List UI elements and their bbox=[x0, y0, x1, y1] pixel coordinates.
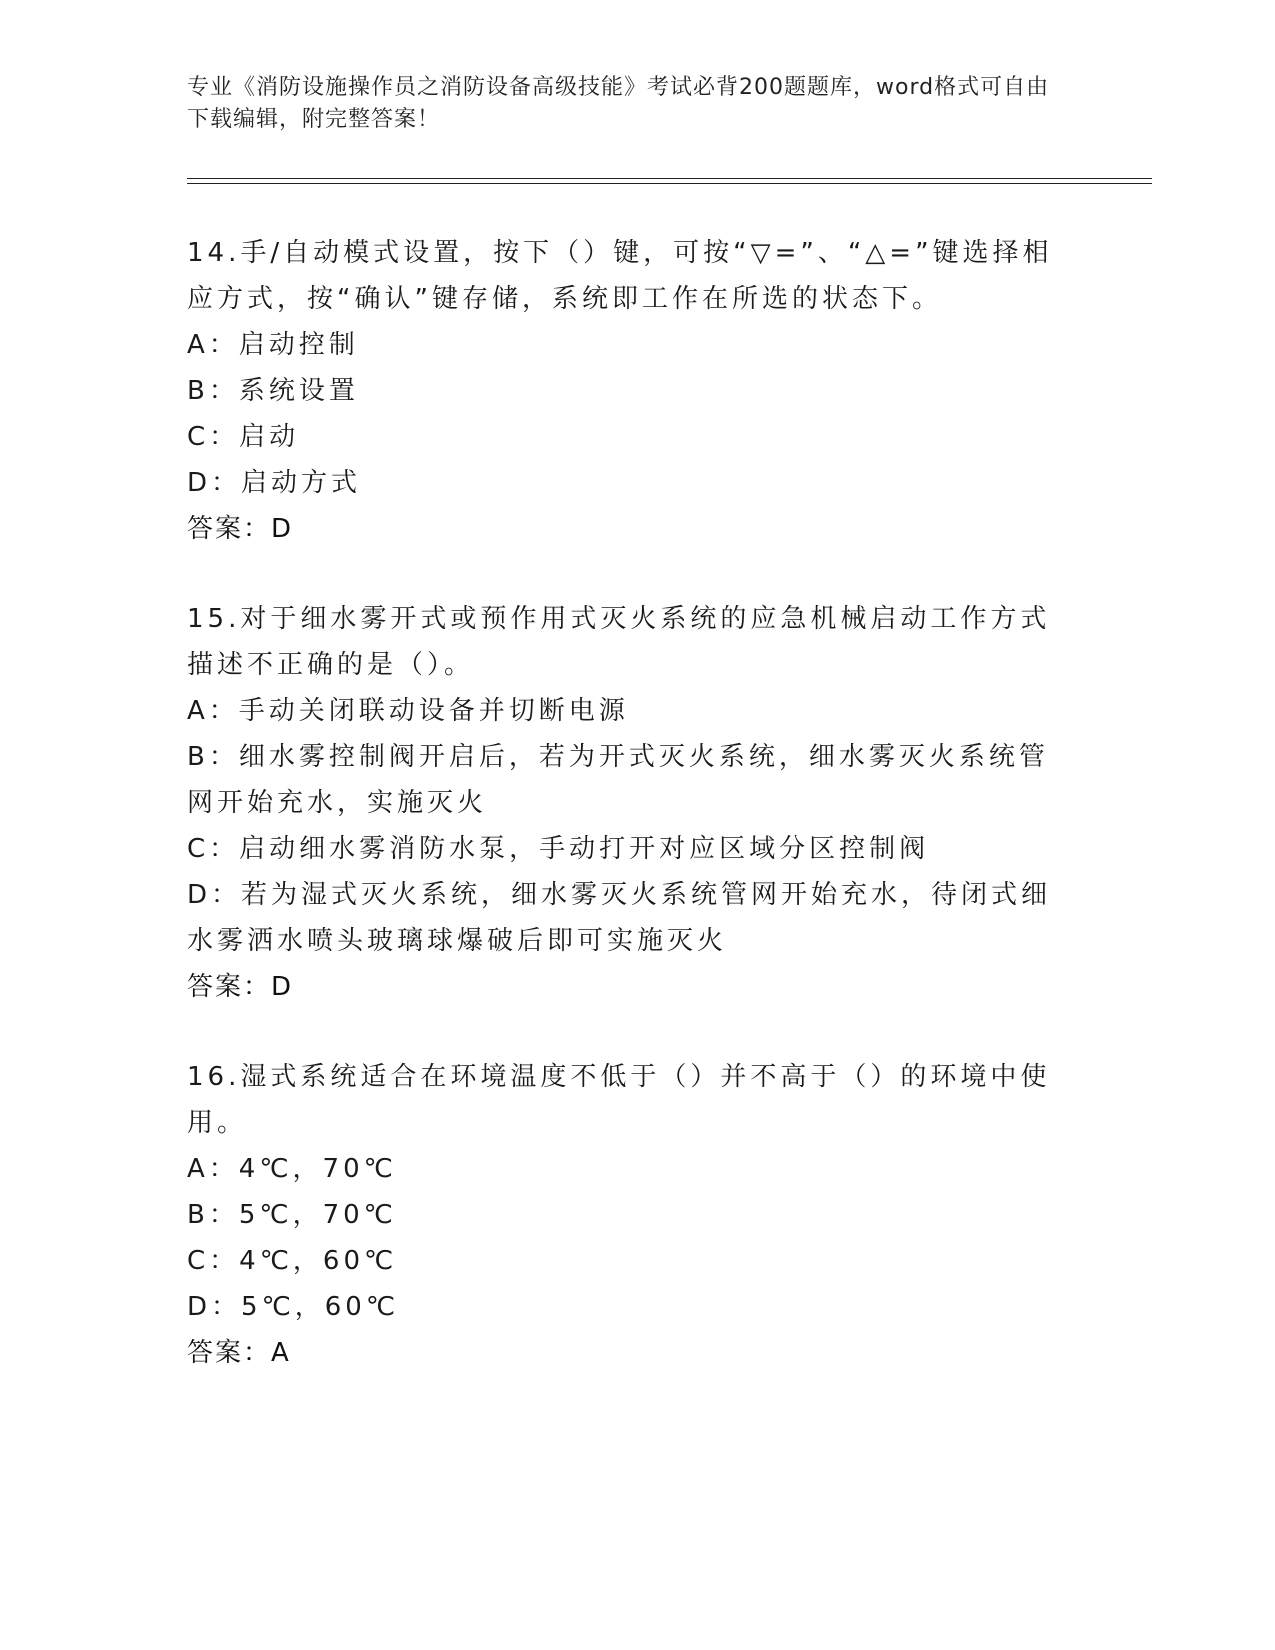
question-stem: 14.手/自动模式设置，按下（）键，可按“▽=”、“△=”键选择相应方式，按“确认”键存储，系统即工作在所选的状态下。 bbox=[187, 238, 1053, 314]
question-list bbox=[187, 230, 1077, 1420]
question-15 bbox=[187, 596, 1077, 1010]
document-header: 专业《消防设施操作员之消防设备高级技能》考试必背200题题库，word格式可自由下载编辑，附完整答案！ bbox=[187, 75, 1050, 132]
option-b: B：系统设置 bbox=[187, 376, 359, 406]
option-a: A：手动关闭联动设备并切断电源 bbox=[187, 696, 629, 726]
option-d: D：若为湿式灭火系统，细水雾灭火系统管网开始充水，待闭式细水雾洒水喷头玻璃球爆破后即可实施灭火 bbox=[187, 880, 1052, 956]
option-d: D：5℃，60℃ bbox=[187, 1292, 400, 1322]
answer-label: 答案：D bbox=[187, 972, 294, 1002]
question-14 bbox=[187, 230, 1077, 552]
header-divider bbox=[187, 178, 1152, 184]
option-a: A：启动控制 bbox=[187, 330, 359, 360]
option-d: D：启动方式 bbox=[187, 468, 362, 498]
question-stem: 16.湿式系统适合在环境温度不低于（）并不高于（）的环境中使用。 bbox=[187, 1062, 1051, 1138]
option-a: A：4℃，70℃ bbox=[187, 1154, 397, 1184]
question-16 bbox=[187, 1054, 1077, 1376]
option-c: C：启动细水雾消防水泵，手动打开对应区域分区控制阀 bbox=[187, 834, 930, 864]
option-b: B：细水雾控制阀开启后，若为开式灭火系统，细水雾灭火系统管网开始充水，实施灭火 bbox=[187, 742, 1049, 818]
option-b: B：5℃，70℃ bbox=[187, 1200, 397, 1230]
option-c: C：启动 bbox=[187, 422, 300, 452]
answer-label: 答案：D bbox=[187, 514, 294, 544]
answer-label: 答案：A bbox=[187, 1338, 291, 1368]
question-stem: 15.对于细水雾开式或预作用式灭火系统的应急机械启动工作方式描述不正确的是（）。 bbox=[187, 604, 1051, 680]
option-c: C：4℃，60℃ bbox=[187, 1246, 398, 1276]
